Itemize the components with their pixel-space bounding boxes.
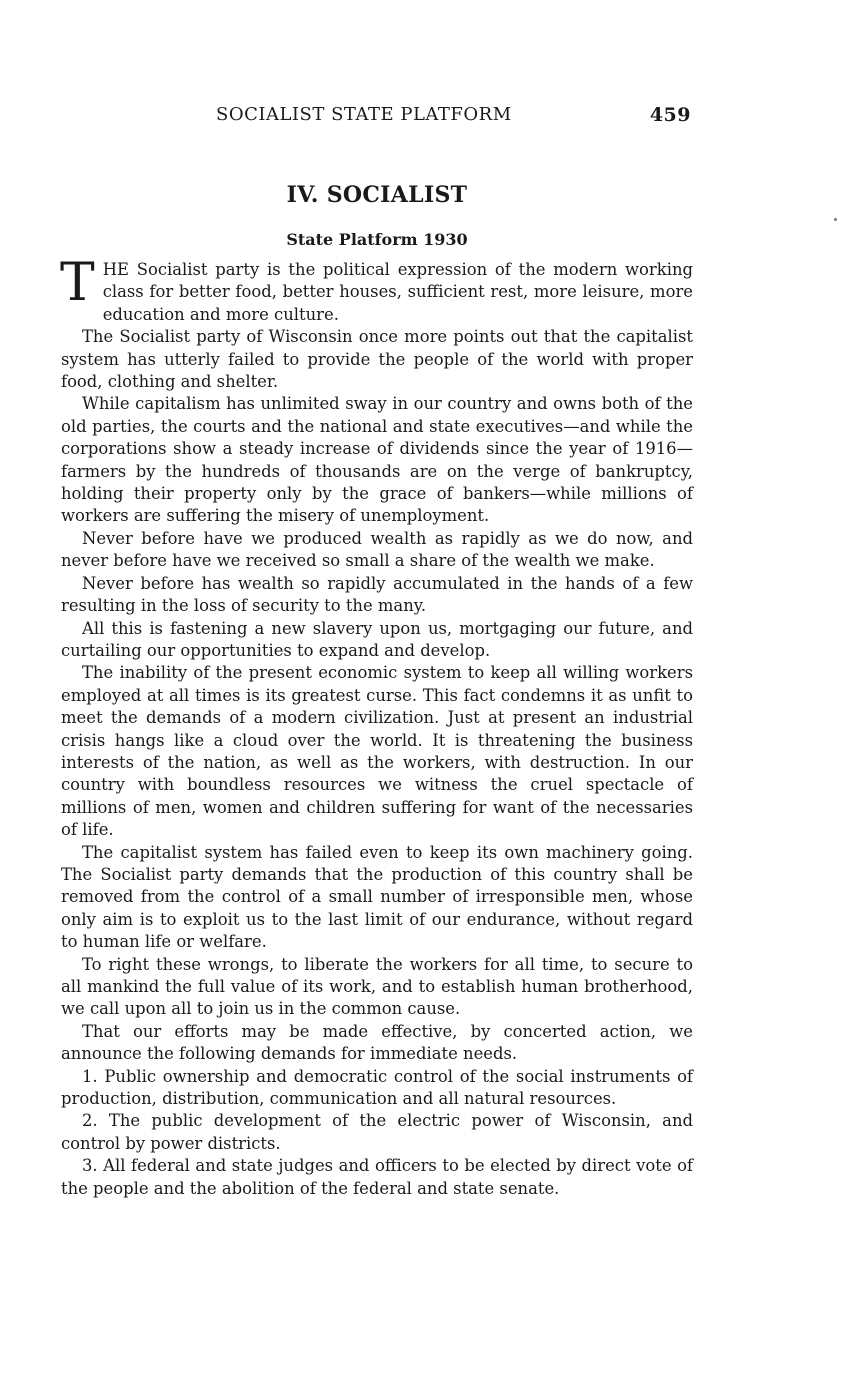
paragraph: That our efforts may be made effective, by concerted action, we announce the following demands for immediate needs. <box>61 1021 693 1064</box>
running-header <box>61 104 693 134</box>
document-page <box>61 104 693 1200</box>
running-title: SOCIALIST STATE PLATFORM <box>216 104 512 125</box>
paragraph: While capitalism has unlimited sway in our country and owns both of the old parties, the courts and the national and state executives—and while the corporations show a steady increase of dividends since the year of 1916—farmers by the hundreds of thousands are on the verge of bankruptcy, holding their property only by the grace of bankers—while millions of workers are suffering the misery of unemployment. <box>61 394 693 526</box>
paragraph: The inability of the present economic system to keep all willing workers employed at all times is its greatest curse. This fact condemns it as unfit to meet the demands of a modern civilization. Just at present an industrial crisis hangs like a cloud over the world. It is threatening the business interests of the nation, as well as the workers, with destruction. In our country with boundless resources we witness the cruel spectacle of millions of men, women and children suffering for want of the necessaries of life. <box>61 663 693 840</box>
section-subtitle: State Platform 1930 <box>286 230 468 249</box>
demand-item: 3. All federal and state judges and officers to be elected by direct vote of the people and the abolition of the federal and state senate. <box>61 1156 693 1198</box>
paragraph: To right these wrongs, to liberate the workers for all time, to secure to all mankind the full value of its work, and to establish human brotherhood, we call upon all to join us in the common cause. <box>61 954 693 1019</box>
demand-item: 2. The public development of the electric power of Wisconsin, and control by power districts. <box>61 1111 693 1153</box>
paragraph <box>60 253 693 326</box>
paragraph: Never before has wealth so rapidly accumulated in the hands of a few resulting in the loss of security to the many. <box>61 573 693 616</box>
scan-speck <box>834 218 837 221</box>
paragraph-text: HE Socialist party is the political expression of the modern working class for better food, better houses, sufficient rest, more leisure, more education and more culture. <box>102 260 693 324</box>
paragraph: The capitalist system has failed even to keep its own machinery going. The Socialist party demands that the production of this country shall be removed from the control of a small number of irresponsible men, whose only aim is to exploit us to the last limit of our endurance, without regard to human life or welfare. <box>61 842 693 952</box>
section-title: IV. SOCIALIST <box>286 182 468 208</box>
drop-cap: T <box>60 253 95 313</box>
paragraph: Never before have we produced wealth as rapidly as we do now, and never before have we received so small a share of the wealth we make. <box>61 528 693 571</box>
page-number: 459 <box>649 104 691 126</box>
demand-item: 1. Public ownership and democratic control of the social instruments of production, distribution, communication and all natural resources. <box>61 1066 693 1109</box>
paragraph: The Socialist party of Wisconsin once more points out that the capitalist system has utterly failed to provide the people of the world with proper food, clothing and shelter. <box>61 327 693 392</box>
paragraph: All this is fastening a new slavery upon us, mortgaging our future, and curtailing our opportunities to expand and develop. <box>61 618 693 660</box>
